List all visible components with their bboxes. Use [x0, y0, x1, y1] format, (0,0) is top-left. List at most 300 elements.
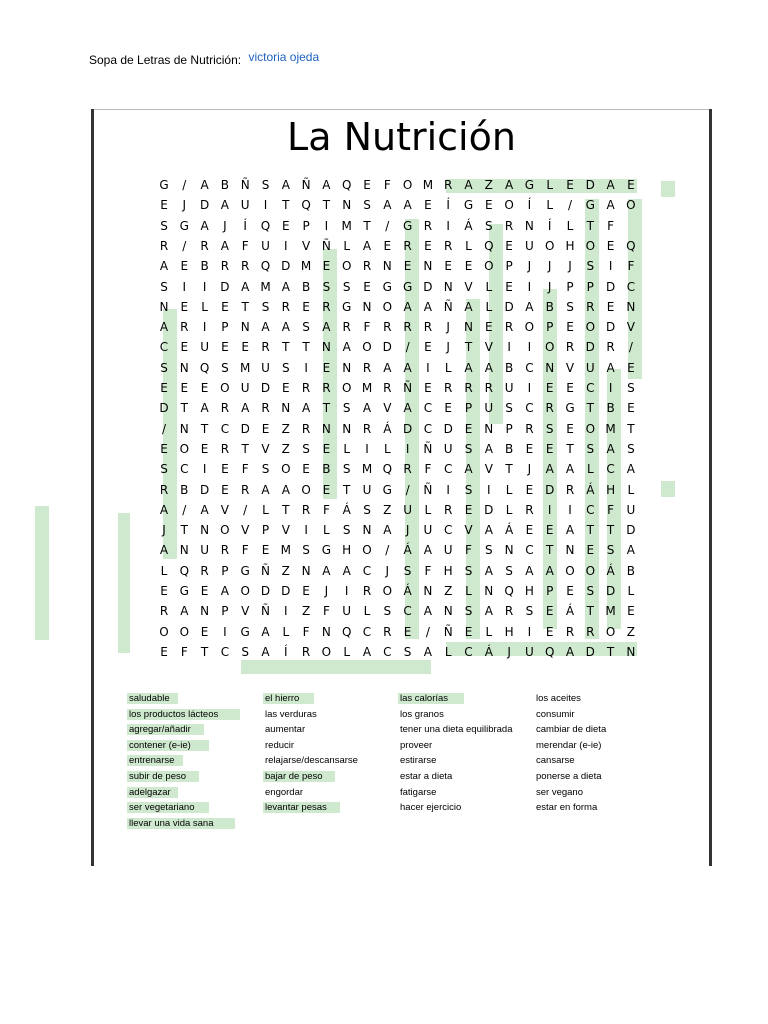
grid-letter[interactable]: E — [525, 482, 534, 497]
grid-letter[interactable]: E — [180, 259, 189, 274]
grid-letter[interactable]: Ñ — [240, 178, 250, 192]
grid-letter[interactable]: A — [545, 563, 554, 578]
grid-letter[interactable]: D — [240, 421, 250, 436]
grid-letter[interactable]: Ñ — [423, 441, 433, 456]
grid-letter[interactable]: G — [382, 482, 392, 497]
grid-letter[interactable]: I — [547, 502, 552, 517]
grid-letter[interactable]: E — [302, 584, 310, 598]
grid-letter[interactable]: A — [362, 401, 372, 416]
grid-letter[interactable]: R — [565, 624, 575, 639]
grid-letter[interactable]: Q — [260, 259, 271, 274]
grid-letter[interactable]: Z — [484, 178, 493, 192]
grid-letter[interactable]: / — [385, 543, 390, 558]
grid-letter[interactable]: I — [446, 482, 450, 497]
grid-letter[interactable]: E — [241, 340, 249, 355]
grid-letter[interactable]: S — [606, 543, 615, 558]
grid-letter[interactable]: A — [322, 178, 331, 192]
grid-letter[interactable]: A — [200, 218, 209, 233]
grid-letter[interactable]: G — [159, 178, 169, 192]
grid-letter[interactable]: S — [627, 381, 635, 395]
grid-letter[interactable]: P — [221, 563, 229, 578]
grid-letter[interactable]: Á — [403, 584, 412, 598]
grid-letter[interactable]: F — [607, 218, 615, 233]
grid-letter[interactable]: E — [200, 381, 209, 395]
grid-letter[interactable]: E — [200, 584, 209, 598]
grid-letter[interactable]: E — [627, 178, 635, 192]
grid-letter[interactable]: L — [546, 198, 554, 213]
grid-letter[interactable]: D — [545, 482, 555, 497]
grid-letter[interactable]: G — [382, 279, 392, 294]
grid-letter[interactable]: F — [322, 604, 330, 619]
grid-letter[interactable]: Q — [504, 584, 514, 598]
grid-letter[interactable]: P — [261, 523, 270, 538]
grid-letter[interactable]: S — [586, 259, 595, 274]
grid-letter[interactable]: E — [322, 441, 331, 456]
grid-letter[interactable]: G — [402, 218, 413, 233]
grid-letter[interactable]: S — [545, 421, 554, 436]
grid-letter[interactable]: S — [160, 462, 168, 477]
grid-letter[interactable]: J — [162, 523, 166, 538]
grid-letter[interactable]: L — [201, 299, 208, 314]
grid-letter[interactable]: T — [586, 523, 594, 538]
grid-letter[interactable]: J — [385, 563, 390, 578]
grid-letter[interactable]: D — [402, 421, 413, 436]
grid-letter[interactable]: N — [240, 320, 250, 335]
grid-letter[interactable]: L — [627, 482, 635, 497]
grid-letter[interactable]: T — [546, 543, 554, 558]
grid-letter[interactable]: D — [159, 401, 169, 416]
grid-letter[interactable]: O — [179, 441, 190, 456]
grid-letter[interactable]: R — [586, 624, 595, 639]
grid-letter[interactable]: S — [505, 401, 513, 416]
grid-letter[interactable]: S — [586, 441, 595, 456]
grid-letter[interactable]: E — [525, 523, 534, 538]
grid-letter[interactable]: G — [463, 198, 474, 213]
grid-letter[interactable]: A — [261, 644, 270, 659]
grid-letter[interactable]: A — [159, 543, 169, 558]
grid-letter[interactable]: Ñ — [261, 604, 270, 619]
grid-letter[interactable]: A — [342, 340, 351, 355]
grid-letter[interactable]: A — [423, 604, 432, 619]
grid-letter[interactable]: V — [261, 441, 270, 456]
grid-letter[interactable]: E — [606, 238, 615, 253]
grid-letter[interactable]: / — [161, 421, 167, 436]
grid-letter[interactable]: F — [383, 178, 391, 192]
grid-letter[interactable]: M — [422, 178, 434, 192]
grid-letter[interactable]: S — [302, 441, 310, 456]
grid-letter[interactable]: / — [567, 198, 573, 213]
grid-letter[interactable]: R — [423, 218, 433, 233]
grid-letter[interactable]: L — [444, 644, 452, 659]
grid-letter[interactable]: R — [444, 238, 453, 253]
grid-letter[interactable]: E — [566, 584, 574, 598]
grid-letter[interactable]: I — [304, 523, 308, 538]
grid-letter[interactable]: U — [484, 401, 494, 416]
grid-letter[interactable]: T — [343, 482, 351, 497]
grid-letter[interactable]: L — [485, 624, 493, 639]
grid-letter[interactable]: Á — [504, 523, 514, 538]
grid-letter[interactable]: D — [605, 584, 616, 598]
grid-letter[interactable]: D — [585, 178, 595, 192]
grid-letter[interactable]: L — [505, 482, 513, 497]
grid-letter[interactable]: S — [342, 401, 351, 416]
grid-letter[interactable]: A — [423, 644, 432, 659]
grid-letter[interactable]: T — [322, 401, 331, 416]
grid-letter[interactable]: U — [240, 198, 250, 213]
grid-letter[interactable]: U — [261, 238, 270, 253]
grid-letter[interactable]: M — [361, 381, 373, 395]
grid-letter[interactable]: E — [464, 421, 473, 436]
grid-letter[interactable]: T — [200, 421, 209, 436]
grid-letter[interactable]: I — [527, 340, 532, 355]
grid-letter[interactable]: E — [160, 584, 168, 598]
grid-letter[interactable]: I — [527, 624, 532, 639]
grid-letter[interactable]: A — [626, 462, 635, 477]
grid-letter[interactable]: D — [199, 198, 210, 213]
grid-letter[interactable]: N — [484, 584, 494, 598]
grid-letter[interactable]: N — [626, 299, 636, 314]
grid-letter[interactable]: T — [302, 340, 310, 355]
grid-letter[interactable]: A — [383, 523, 392, 538]
grid-letter[interactable]: R — [200, 563, 209, 578]
grid-letter[interactable]: B — [200, 259, 209, 274]
grid-letter[interactable]: R — [322, 299, 331, 314]
grid-letter[interactable]: R — [423, 320, 433, 335]
grid-letter[interactable]: C — [220, 644, 230, 659]
grid-letter[interactable]: N — [443, 604, 453, 619]
grid-letter[interactable]: P — [302, 218, 310, 233]
grid-letter[interactable]: R — [484, 381, 493, 395]
grid-letter[interactable]: O — [544, 238, 555, 253]
grid-letter[interactable]: T — [606, 523, 615, 538]
grid-letter[interactable]: R — [241, 482, 250, 497]
grid-letter[interactable]: N — [281, 401, 291, 416]
grid-letter[interactable]: R — [322, 381, 331, 395]
grid-letter[interactable]: E — [221, 462, 229, 477]
grid-letter[interactable]: R — [159, 482, 169, 497]
grid-letter[interactable]: A — [403, 401, 412, 416]
grid-letter[interactable]: A — [464, 178, 473, 192]
grid-letter[interactable]: G — [240, 563, 250, 578]
grid-letter[interactable]: O — [321, 644, 332, 659]
grid-letter[interactable]: Z — [281, 421, 290, 436]
grid-letter[interactable]: G — [240, 624, 250, 639]
grid-letter[interactable]: I — [304, 360, 308, 375]
grid-letter[interactable]: N — [321, 624, 331, 639]
grid-letter[interactable]: S — [160, 360, 168, 375]
grid-letter[interactable]: R — [362, 584, 372, 598]
grid-letter[interactable]: E — [180, 381, 189, 395]
grid-letter[interactable]: V — [241, 604, 250, 619]
grid-letter[interactable]: C — [362, 624, 372, 639]
grid-letter[interactable]: / — [425, 624, 430, 639]
grid-letter[interactable]: C — [586, 381, 595, 395]
grid-letter[interactable]: A — [626, 543, 635, 558]
grid-letter[interactable]: D — [443, 421, 453, 436]
grid-letter[interactable]: R — [525, 421, 534, 436]
grid-letter[interactable]: S — [322, 279, 331, 294]
grid-letter[interactable]: L — [343, 238, 351, 253]
grid-letter[interactable]: L — [383, 441, 391, 456]
grid-letter[interactable]: E — [424, 198, 432, 213]
grid-letter[interactable]: A — [159, 259, 169, 274]
grid-letter[interactable]: R — [301, 644, 311, 659]
grid-letter[interactable]: I — [527, 381, 532, 395]
grid-letter[interactable]: T — [241, 299, 249, 314]
grid-letter[interactable]: T — [627, 421, 635, 436]
grid-letter[interactable]: A — [606, 198, 615, 213]
grid-letter[interactable]: H — [443, 563, 453, 578]
grid-letter[interactable]: M — [300, 259, 312, 274]
grid-letter[interactable]: B — [220, 178, 229, 192]
grid-letter[interactable]: Q — [179, 563, 190, 578]
grid-letter[interactable]: R — [586, 299, 595, 314]
grid-letter[interactable]: N — [179, 360, 189, 375]
grid-letter[interactable]: R — [444, 178, 453, 192]
grid-letter[interactable]: T — [566, 441, 574, 456]
grid-letter[interactable]: F — [424, 462, 432, 477]
grid-letter[interactable]: R — [444, 381, 453, 395]
grid-letter[interactable]: A — [403, 299, 412, 314]
grid-letter[interactable]: F — [363, 320, 371, 335]
grid-letter[interactable]: E — [545, 381, 554, 395]
grid-letter[interactable]: R — [565, 340, 575, 355]
grid-letter[interactable]: N — [321, 421, 331, 436]
grid-letter[interactable]: O — [382, 584, 393, 598]
grid-letter[interactable]: O — [281, 462, 291, 477]
grid-letter[interactable]: V — [281, 523, 290, 538]
grid-letter[interactable]: E — [525, 441, 534, 456]
grid-letter[interactable]: J — [446, 320, 450, 335]
grid-letter[interactable]: I — [202, 462, 207, 477]
grid-letter[interactable]: L — [627, 584, 635, 598]
grid-letter[interactable]: E — [505, 279, 513, 294]
grid-letter[interactable]: A — [464, 299, 473, 314]
grid-letter[interactable]: E — [545, 624, 554, 639]
grid-letter[interactable]: E — [545, 523, 554, 538]
grid-letter[interactable]: E — [261, 421, 270, 436]
grid-letter[interactable]: E — [363, 279, 371, 294]
grid-letter[interactable]: S — [383, 604, 392, 619]
grid-letter[interactable]: J — [527, 462, 532, 477]
grid-letter[interactable]: E — [200, 624, 209, 639]
grid-letter[interactable]: U — [403, 502, 412, 517]
grid-letter[interactable]: E — [200, 441, 209, 456]
grid-letter[interactable]: N — [342, 360, 352, 375]
grid-letter[interactable]: C — [423, 421, 433, 436]
grid-letter[interactable]: E — [160, 644, 168, 659]
grid-letter[interactable]: V — [484, 340, 493, 355]
grid-letter[interactable]: Í — [284, 644, 288, 659]
grid-letter[interactable]: T — [282, 502, 290, 517]
grid-letter[interactable]: N — [179, 543, 189, 558]
grid-letter[interactable]: A — [484, 563, 493, 578]
grid-letter[interactable]: O — [179, 624, 190, 639]
grid-letter[interactable]: R — [403, 462, 412, 477]
grid-letter[interactable]: N — [342, 198, 352, 213]
grid-letter[interactable]: R — [362, 360, 372, 375]
grid-letter[interactable]: E — [302, 299, 310, 314]
grid-letter[interactable]: A — [606, 441, 615, 456]
grid-letter[interactable]: A — [200, 502, 209, 517]
grid-letter[interactable]: U — [240, 381, 250, 395]
grid-letter[interactable]: G — [179, 584, 189, 598]
grid-letter[interactable]: E — [302, 462, 310, 477]
grid-letter[interactable]: S — [261, 462, 270, 477]
grid-letter[interactable]: S — [241, 644, 249, 659]
grid-letter[interactable]: O — [544, 340, 555, 355]
grid-letter[interactable]: R — [403, 320, 412, 335]
grid-letter[interactable]: P — [221, 320, 229, 335]
grid-letter[interactable]: D — [382, 340, 392, 355]
grid-letter[interactable]: J — [446, 340, 450, 355]
grid-letter[interactable]: P — [546, 320, 554, 335]
grid-letter[interactable]: U — [504, 381, 514, 395]
grid-letter[interactable]: C — [525, 360, 534, 375]
grid-letter[interactable]: / — [405, 482, 410, 497]
grid-letter[interactable]: U — [585, 360, 595, 375]
grid-letter[interactable]: E — [221, 482, 229, 497]
grid-letter[interactable]: T — [282, 198, 290, 213]
grid-letter[interactable]: C — [586, 502, 595, 517]
grid-letter[interactable]: L — [282, 624, 290, 639]
grid-letter[interactable]: L — [262, 502, 269, 517]
grid-letter[interactable]: A — [606, 178, 615, 192]
grid-letter[interactable]: S — [627, 441, 635, 456]
grid-letter[interactable]: E — [160, 198, 168, 213]
grid-letter[interactable]: E — [464, 259, 473, 274]
grid-letter[interactable]: L — [323, 523, 330, 538]
grid-letter[interactable]: N — [545, 360, 555, 375]
grid-letter[interactable]: Á — [403, 543, 412, 558]
grid-letter[interactable]: R — [342, 320, 351, 335]
grid-letter[interactable]: U — [443, 543, 453, 558]
grid-letter[interactable]: R — [301, 421, 311, 436]
grid-letter[interactable]: A — [484, 441, 493, 456]
grid-letter[interactable]: T — [464, 340, 473, 355]
grid-letter[interactable]: Ñ — [403, 381, 413, 395]
grid-letter[interactable]: I — [202, 279, 207, 294]
grid-letter[interactable]: A — [220, 198, 229, 213]
grid-letter[interactable]: S — [281, 360, 290, 375]
grid-letter[interactable]: G — [321, 543, 332, 558]
grid-letter[interactable]: E — [464, 502, 473, 517]
grid-letter[interactable]: D — [260, 584, 271, 598]
grid-letter[interactable]: A — [484, 523, 493, 538]
grid-letter[interactable]: M — [605, 421, 616, 436]
grid-letter[interactable]: Ñ — [443, 624, 453, 639]
grid-letter[interactable]: I — [446, 218, 450, 233]
grid-letter[interactable]: J — [547, 259, 552, 274]
grid-letter[interactable]: N — [362, 299, 372, 314]
grid-letter[interactable]: C — [525, 543, 534, 558]
grid-letter[interactable]: Á — [464, 218, 473, 233]
grid-letter[interactable]: N — [301, 563, 311, 578]
grid-letter[interactable]: S — [261, 299, 270, 314]
grid-letter[interactable]: O — [585, 320, 596, 335]
grid-letter[interactable]: N — [464, 320, 473, 335]
grid-letter[interactable]: I — [202, 320, 207, 335]
grid-letter[interactable]: A — [159, 320, 169, 335]
grid-letter[interactable]: A — [261, 624, 270, 639]
grid-letter[interactable]: I — [507, 340, 511, 355]
grid-letter[interactable]: A — [200, 178, 209, 192]
grid-letter[interactable]: G — [524, 178, 535, 192]
grid-letter[interactable]: / — [385, 218, 390, 233]
grid-letter[interactable]: U — [362, 482, 372, 497]
grid-letter[interactable]: J — [182, 198, 187, 213]
grid-letter[interactable]: F — [241, 238, 249, 253]
grid-letter[interactable]: H — [524, 584, 534, 598]
grid-letter[interactable]: I — [324, 218, 329, 233]
grid-letter[interactable]: E — [424, 238, 432, 253]
grid-letter[interactable]: A — [180, 604, 189, 619]
grid-letter[interactable]: Q — [382, 462, 393, 477]
grid-letter[interactable]: Ñ — [443, 299, 453, 314]
grid-letter[interactable]: C — [626, 279, 636, 294]
grid-letter[interactable]: A — [159, 502, 169, 517]
grid-letter[interactable]: J — [568, 259, 572, 274]
grid-letter[interactable]: E — [444, 401, 452, 416]
grid-letter[interactable]: E — [261, 543, 270, 558]
grid-letter[interactable]: A — [606, 360, 615, 375]
grid-letter[interactable]: A — [200, 401, 209, 416]
grid-letter[interactable]: H — [504, 624, 514, 639]
grid-letter[interactable]: E — [586, 543, 595, 558]
grid-letter[interactable]: C — [464, 644, 473, 659]
grid-letter[interactable]: Z — [383, 502, 392, 517]
grid-letter[interactable]: T — [200, 644, 209, 659]
grid-letter[interactable]: S — [525, 604, 534, 619]
grid-letter[interactable]: B — [504, 441, 514, 456]
grid-letter[interactable]: N — [382, 259, 392, 274]
grid-letter[interactable]: Q — [484, 238, 494, 253]
grid-letter[interactable]: / — [243, 502, 248, 517]
grid-letter[interactable]: N — [362, 523, 372, 538]
grid-letter[interactable]: D — [281, 259, 291, 274]
grid-letter[interactable]: O — [382, 299, 393, 314]
grid-letter[interactable]: U — [423, 523, 433, 538]
grid-letter[interactable]: S — [464, 482, 473, 497]
grid-letter[interactable]: G — [585, 198, 595, 213]
grid-letter[interactable]: S — [261, 178, 270, 192]
grid-letter[interactable]: N — [484, 421, 494, 436]
grid-letter[interactable]: F — [241, 462, 249, 477]
grid-letter[interactable]: Q — [341, 178, 352, 192]
grid-letter[interactable]: A — [565, 523, 575, 538]
grid-letter[interactable]: C — [525, 401, 534, 416]
grid-letter[interactable]: U — [524, 644, 534, 659]
grid-letter[interactable]: S — [302, 320, 310, 335]
grid-letter[interactable]: R — [383, 624, 392, 639]
grid-letter[interactable]: I — [568, 502, 572, 517]
grid-letter[interactable]: Q — [341, 624, 352, 639]
grid-letter[interactable]: M — [240, 360, 251, 375]
grid-letter[interactable]: P — [546, 584, 554, 598]
grid-letter[interactable]: S — [464, 563, 473, 578]
grid-letter[interactable]: T — [606, 644, 615, 659]
grid-letter[interactable]: A — [423, 299, 432, 314]
grid-letter[interactable]: S — [160, 279, 168, 294]
grid-letter[interactable]: N — [626, 644, 636, 659]
grid-letter[interactable]: E — [221, 299, 229, 314]
grid-letter[interactable]: J — [507, 644, 511, 659]
grid-letter[interactable]: J — [547, 279, 552, 294]
grid-letter[interactable]: Á — [484, 644, 493, 659]
grid-letter[interactable]: A — [281, 279, 290, 294]
grid-letter[interactable]: I — [182, 279, 187, 294]
grid-letter[interactable]: M — [280, 543, 291, 558]
